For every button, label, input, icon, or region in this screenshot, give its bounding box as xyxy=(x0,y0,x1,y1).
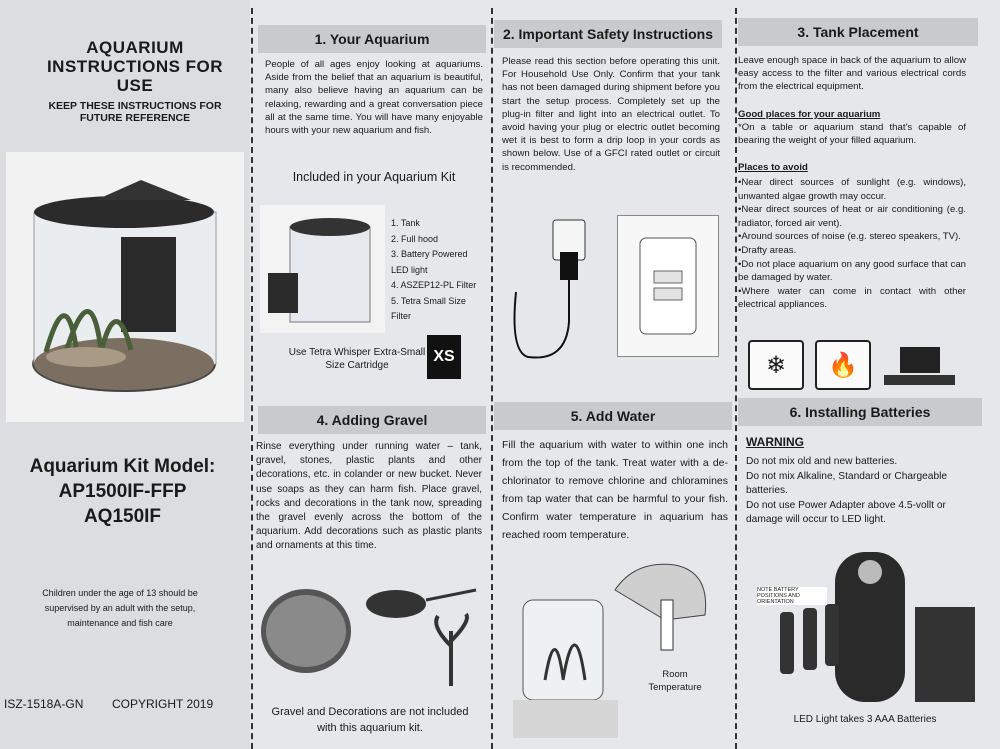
kit-heading: Included in your Aquarium Kit xyxy=(292,170,456,184)
model-number-2: AQ150IF xyxy=(83,506,162,527)
section-3-heading: 3. Tank Placement xyxy=(738,18,978,46)
battery-caption: LED Light takes 3 AAA Batteries xyxy=(793,714,937,725)
gravel-caption: Gravel and Decorations are not included with this aquarium kit. xyxy=(271,706,469,734)
good-places-text: *On a table or aquarium stand that's capable of bearing the weight of your filled aquarium. xyxy=(738,122,966,147)
section-1-heading: 1. Your Aquarium xyxy=(258,25,486,53)
cartridge-note: Use Tetra Whisper Extra-Small Size Cartridge xyxy=(288,347,426,371)
fold-line-2 xyxy=(491,8,493,749)
no-cold-icon: ❄ xyxy=(748,340,804,390)
warning-line: Do not mix old and new batteries. xyxy=(746,456,898,467)
fold-line-1 xyxy=(251,8,253,749)
cover-panel xyxy=(0,0,250,749)
keep-note: KEEP THESE INSTRUCTIONS FOR FUTURE REFERENCE xyxy=(48,100,222,124)
avoid-item: •Around sources of noise (e.g. stereo speakers, TV). xyxy=(738,231,961,243)
kit-item: 1. Tank xyxy=(391,218,420,228)
warning-line: Do not use Power Adapter above 4.5-vollt or damage will occur to LED light. xyxy=(746,499,946,526)
model-heading: Aquarium Kit Model: xyxy=(29,456,216,477)
room-temp-caption: Room Temperature xyxy=(648,669,702,693)
copyright: COPYRIGHT 2019 xyxy=(112,697,214,711)
document-code: ISZ-1518A-GN xyxy=(4,697,84,711)
cover-title: AQUARIUM INSTRUCTIONS FOR USE xyxy=(46,38,224,95)
tank-kit-image xyxy=(260,205,385,333)
section-6-heading: 6. Installing Batteries xyxy=(738,398,982,426)
section-5-heading: 5. Add Water xyxy=(494,402,732,430)
warning-line: Do not mix Alkaline, Standard or Chargeable batteries. xyxy=(746,470,948,497)
places-avoid-heading: Places to avoid xyxy=(738,162,808,173)
model-number-1: AP1500IF-FFP xyxy=(58,481,187,502)
avoid-item: •Where water can come in contact with other electrical appliances. xyxy=(738,285,966,311)
section-1-body: People of all ages enjoy looking at aquariums. Aside from the belief that an aquarium is beautiful, many also believe having an aquarium can be relaxing, rewarding and a great conversation piece all at the same time. You will have many enjoyable hours with your new aquarium and fish. xyxy=(265,59,483,137)
kit-item: 4. ASZEP12-PL Filter xyxy=(391,280,477,290)
kit-item: 3. Battery Powered LED light xyxy=(391,249,468,275)
aquarium-photo xyxy=(6,152,244,422)
avoid-item: •Near direct sources of heat or air conditioning (e.g. radiator, forced air vent). xyxy=(738,204,966,229)
battery-images xyxy=(745,532,990,712)
avoid-item: •Drafty areas. xyxy=(738,244,797,256)
avoid-item: •Near direct sources of sunlight (e.g. windows), unwanted algae growth may occur. xyxy=(738,177,966,202)
cartridge-badge: XS xyxy=(427,335,461,379)
warning-label: WARNING xyxy=(746,435,804,449)
places-avoid-list xyxy=(738,176,966,312)
outlet-drip-loop xyxy=(508,212,608,367)
kit-item: 2. Full hood xyxy=(391,233,439,244)
section-3-intro: Leave enough space in back of the aquarium to allow easy access to the filter and various electrical cords from the electrical equipment. xyxy=(738,55,966,93)
section-4-heading: 4. Adding Gravel xyxy=(258,406,486,434)
no-heat-icon: 🔥 xyxy=(815,340,871,390)
fold-line-3 xyxy=(735,8,737,749)
gravel-decor-images xyxy=(256,586,482,696)
avoid-item: •Do not place aquarium on any good surface that can be damaged by water. xyxy=(738,258,966,284)
section-2-heading: 2. Important Safety Instructions xyxy=(494,20,722,48)
good-places-heading: Good places for your aquarium xyxy=(738,109,881,120)
kit-item: 5. Tetra Small Size Filter xyxy=(391,295,466,321)
battery-note-tag: NOTE BATTERY POSITIONS AND ORIENTATION xyxy=(757,587,827,605)
section-4-body: Rinse everything under running water – tank, gravel, stones, plastic plants and other decorations, etc. in colander or new bucket. Never use soaps as they can harm fish. Place gravel, rocks and decorations in the tank now, spreading the gravel evenly across the bottom of the aquarium. Add decorations such as plastic plants and ornaments at this time. xyxy=(256,441,482,552)
section-2-body: Please read this section before operating this unit. For Household Use Only. Confirm that your tank has not been damaged during shipment before you start the setup process. Completely set up the plug-in filter and light into an electrical outlet. To avoid having your plug or electric outlet becoming wet it is best to form a drip loop in your cords as shown below. Use of a GFCI rated outlet or circuit is recommended. xyxy=(502,56,720,173)
add-water-images xyxy=(505,560,730,740)
model-info xyxy=(10,454,235,529)
kit-item-list xyxy=(391,216,486,325)
gfci-outlet xyxy=(617,215,719,357)
no-tv-icon xyxy=(882,345,957,387)
children-note: Children under the age of 13 should be supervised by an adult with the setup, maintenance and fish care xyxy=(42,588,198,628)
battery-warnings xyxy=(746,455,972,528)
section-5-body: Fill the aquarium with water to within one inch from the top of the tank. Treat water with a de-chlorinator to remove chlorine and chloramines from tap water that can be harmful to your fish. Confirm water temperature in aquarium has reached room temperature. xyxy=(502,439,728,541)
